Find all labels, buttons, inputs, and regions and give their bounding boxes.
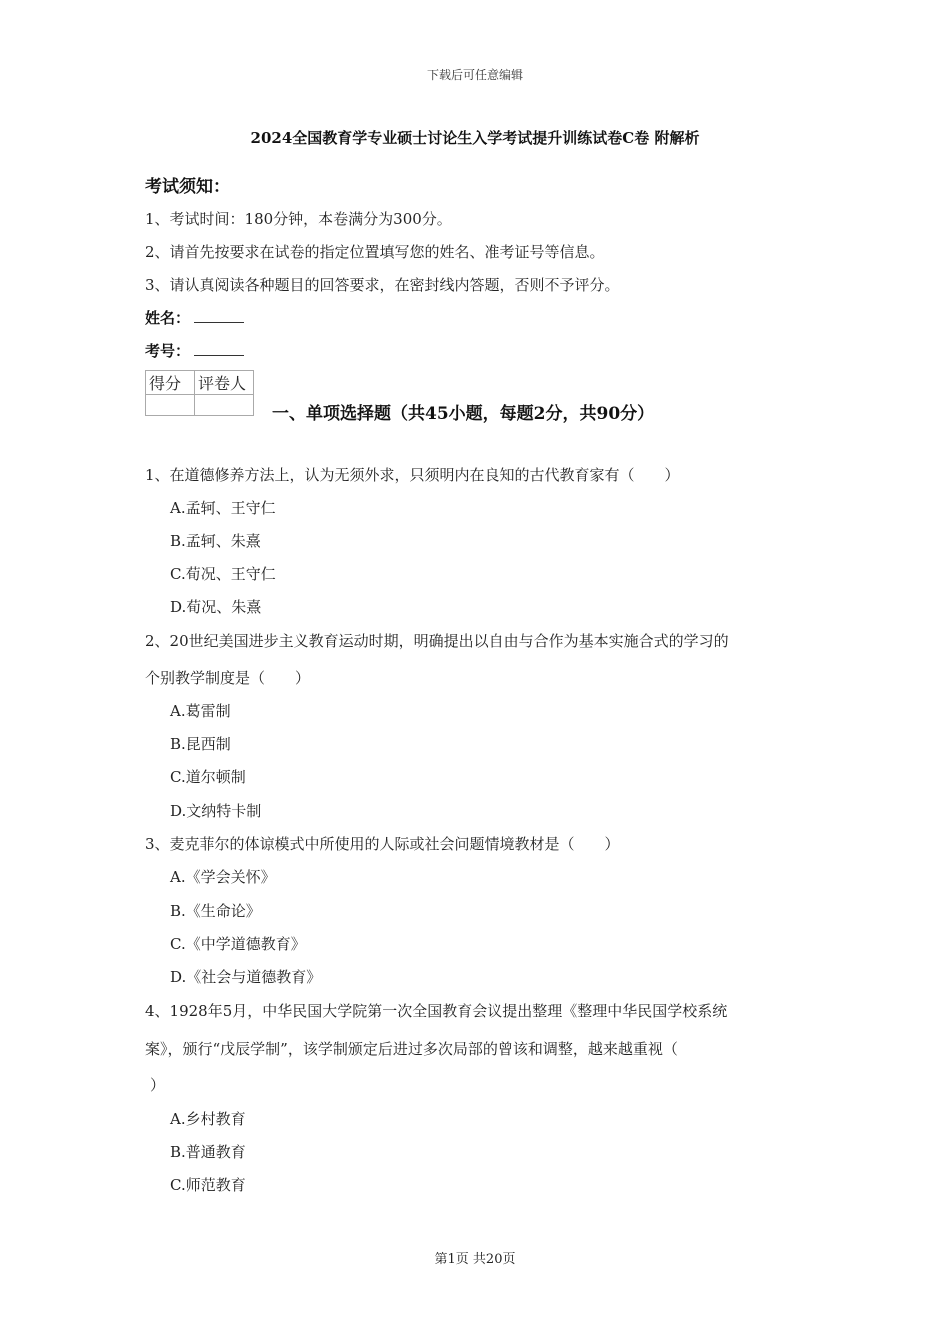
- question-3-option-b: B.《生命论》: [170, 902, 261, 920]
- id-label: 考号：: [145, 342, 191, 360]
- question-4-text-cont: 案》，颁行“戊辰学制”，该学制颁定后进过多次局部的曾该和调整，越来越重视（: [145, 1040, 678, 1058]
- question-4-option-b: B.普通教育: [170, 1143, 246, 1161]
- score-header: 得分: [146, 371, 195, 395]
- question-2-option-b: B.昆西制: [170, 735, 231, 753]
- section-title: 一、单项选择题（共45小题，每题2分，共90分）: [272, 404, 655, 424]
- question-4-text-cont: ）: [150, 1076, 166, 1094]
- name-label: 姓名：: [145, 309, 191, 327]
- question-2-text: 2、20世纪美国进步主义教育运动时期，明确提出以自由与合作为基本实施合式的学习的: [145, 632, 729, 650]
- question-4-option-c: C.师范教育: [170, 1176, 246, 1194]
- question-1-option-d: D.荀况、朱熹: [170, 598, 262, 616]
- question-1-option-a: A.孟轲、王守仁: [170, 499, 276, 517]
- question-3-option-c: C.《中学道德教育》: [170, 935, 306, 953]
- grader-header: 评卷人: [195, 371, 254, 395]
- score-cell[interactable]: [146, 395, 195, 416]
- question-2-option-d: D.文纳特卡制: [170, 802, 262, 820]
- question-2-option-c: C.道尔顿制: [170, 768, 246, 786]
- name-blank[interactable]: [194, 308, 244, 323]
- question-4-option-a: A.乡村教育: [170, 1110, 246, 1128]
- grader-cell[interactable]: [195, 395, 254, 416]
- question-1-option-b: B.孟轲、朱熹: [170, 532, 261, 550]
- question-2-text-cont: 个别教学制度是（ ）: [145, 669, 311, 687]
- document-title: 2024全国教育学专业硕士讨论生入学考试提升训练试卷C卷 附解析: [250, 129, 700, 147]
- page-footer: 第1页 共20页: [434, 1252, 516, 1267]
- name-field: [145, 307, 244, 328]
- notice-heading: 考试须知：: [145, 177, 230, 197]
- id-blank[interactable]: [194, 341, 244, 356]
- header-note: 下载后可任意编辑: [426, 68, 523, 82]
- score-table: [145, 370, 254, 416]
- question-3-option-a: A.《学会关怀》: [170, 868, 276, 886]
- question-1-text: 1、在道德修养方法上，认为无须外求，只须明内在良知的古代教育家有（ ）: [145, 466, 680, 484]
- question-3-option-d: D.《社会与道德教育》: [170, 968, 322, 986]
- id-field: [145, 340, 244, 361]
- notice-item: 3、请认真阅读各种题目的回答要求，在密封线内答题，否则不予评分。: [145, 276, 620, 294]
- question-2-option-a: A.葛雷制: [170, 702, 231, 720]
- notice-item: 1、考试时间：180分钟，本卷满分为300分。: [145, 210, 452, 228]
- question-1-option-c: C.荀况、王守仁: [170, 565, 276, 583]
- question-3-text: 3、麦克菲尔的体谅模式中所使用的人际或社会问题情境教材是（ ）: [145, 835, 620, 853]
- question-4-text: 4、1928年5月，中华民国大学院第一次全国教育会议提出整理《整理中华民国学校系统: [145, 1002, 728, 1020]
- notice-item: 2、请首先按要求在试卷的指定位置填写您的姓名、准考证号等信息。: [145, 243, 605, 261]
